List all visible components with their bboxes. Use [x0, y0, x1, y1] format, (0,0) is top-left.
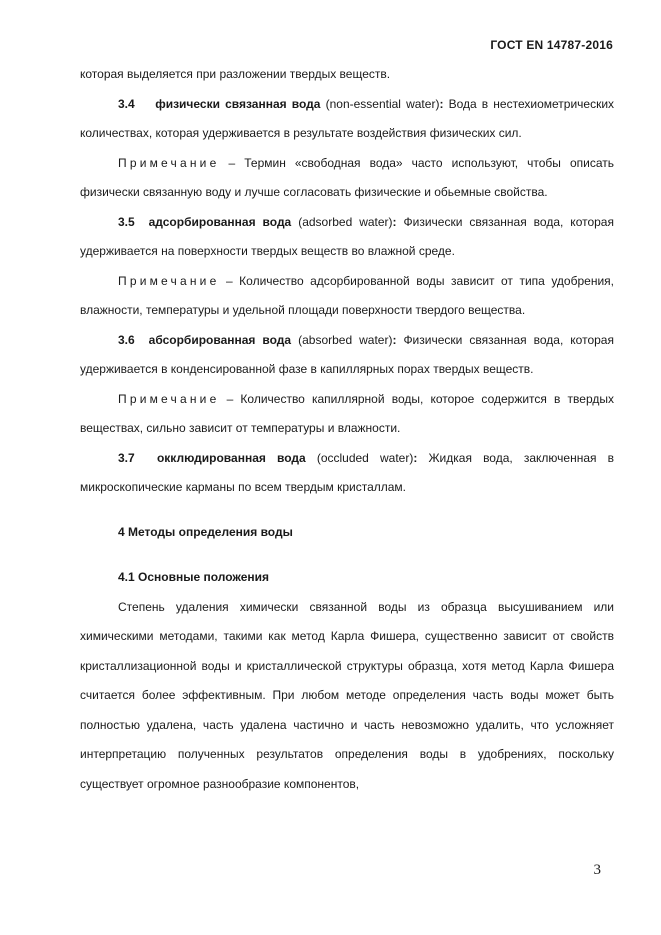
note-3-4 — [80, 149, 614, 208]
body-paragraph: Степень удаления химически связанной воды из образца высушиванием или химическими методами, такими как метод Карла Фишера, существенно зависит от свойств кристаллизационной воды и кристаллической структуры образца, хотя метод Карла Фишера считается более эффективным. При любом методе определения часть воды может быть полностью удалена, часть удалена частично и часть невозможно удалить, что усложняет интерпретацию полученных результатов определения воды в удобрениях, поскольку существует огромное разнообразие компонентов, — [80, 599, 614, 791]
term-3-6: 3.6 абсорбированная вода (absorbed water): Физически связанная вода, которая удерживается в конденсированной фазе в капиллярных порах твердых веществ. — [80, 332, 614, 376]
note-label: Примечание — [118, 155, 220, 170]
term-english: (adsorbed water) — [298, 214, 393, 229]
term-name: окклюдированная вода — [156, 450, 306, 465]
term-3-7: 3.7 окклюдированная вода (occluded water): Жидкая вода, заключенная в микроскопические карманы по всем твердым кристаллам. — [80, 450, 615, 494]
term-english: (occluded water) — [316, 450, 414, 465]
term-english: (non-essential water) — [325, 96, 440, 111]
term-definition: Жидкая вода, заключенная в микроскопические карманы по всем твердым кристаллам. — [80, 450, 615, 494]
term-name: адсорбированная вода — [148, 214, 292, 229]
term-number: 3.6 — [118, 332, 135, 347]
note-label: Примечание — [118, 273, 220, 288]
term-definition: Физически связанная вода, которая удерживается на поверхности твердых веществ во влажной среде. — [80, 214, 614, 258]
term-english: (absorbed water) — [298, 332, 393, 347]
term-name: абсорбированная вода — [148, 332, 292, 347]
term-number: 3.4 — [118, 96, 135, 111]
document-body — [80, 60, 614, 799]
term-number: 3.7 — [118, 450, 135, 465]
term-3-4: 3.4 физически связанная вода (non-essential water): Вода в нестехиометрических количествах, которая удерживается в результате воздействия физических сил. — [80, 96, 615, 140]
note-text: – Количество адсорбированной воды зависит от типа удобрения, влажности, температуры и удельной площади поверхности твердого вещества. — [80, 273, 614, 317]
note-text: – Количество капиллярной воды, которое содержится в твердых веществах, сильно зависит от температуры и влажности. — [80, 391, 614, 435]
term-definition: Физически связанная вода, которая удерживается в конденсированной фазе в капиллярных порах твердых веществ. — [80, 332, 614, 376]
subsection-heading: 4.1 Основные положения — [118, 570, 270, 584]
note-3-6 — [80, 385, 614, 444]
term-definition: Вода в нестехиометрических количествах, которая удерживается в результате воздействия физических сил. — [80, 96, 615, 140]
note-text: – Термин «свободная вода» часто используют, чтобы описать физически связанную воду и лучше согласовать физические и обьемные свойства. — [80, 155, 614, 199]
term-3-5: 3.5 адсорбированная вода (adsorbed water): Физически связанная вода, которая удерживается на поверхности твердых веществ во влажной среде. — [80, 214, 614, 258]
page-number: 3 — [593, 862, 601, 878]
term-number: 3.5 — [118, 214, 135, 229]
section-heading: 4 Методы определения воды — [118, 524, 293, 539]
term-name: физически связанная вода — [155, 96, 321, 111]
note-label: Примечание — [118, 391, 220, 406]
note-3-5 — [80, 267, 614, 326]
paragraph-continuation: которая выделяется при разложении твердых веществ. — [80, 67, 391, 81]
standard-header: ГОСТ EN 14787-2016 — [490, 38, 613, 52]
